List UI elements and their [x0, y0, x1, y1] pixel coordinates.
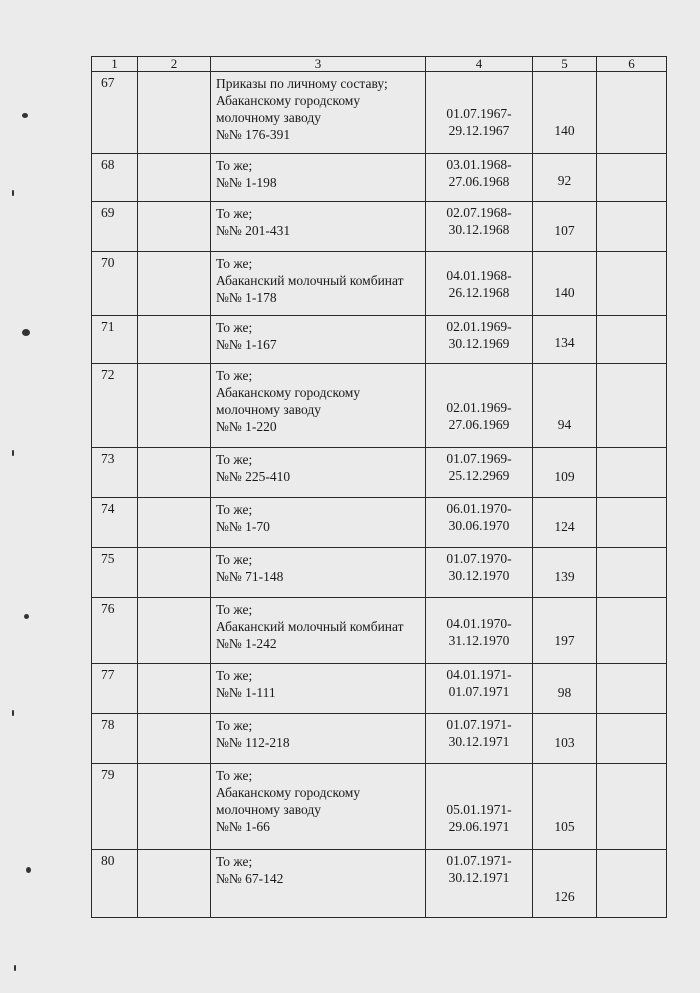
file-title-line: №№ 225-410 — [216, 469, 291, 484]
cell-empty — [138, 850, 211, 918]
file-title-line: Абаканскому городскому — [216, 93, 361, 108]
table-row — [92, 202, 667, 252]
file-title-line: То же; — [216, 320, 253, 335]
sheet-count: 140 — [533, 72, 597, 154]
row-number: 74 — [92, 498, 138, 548]
date-line: 27.06.1969 — [448, 417, 510, 432]
cell-empty — [138, 316, 211, 364]
file-title — [211, 764, 426, 850]
date-range — [426, 316, 533, 364]
file-title-line: То же; — [216, 552, 253, 567]
file-title-line: №№ 112-218 — [216, 735, 290, 750]
table-row — [92, 316, 667, 364]
file-title-line: №№ 1-220 — [216, 419, 277, 434]
row-number: 76 — [92, 598, 138, 664]
file-title-line: То же; — [216, 602, 253, 617]
sheet-count: 139 — [533, 548, 597, 598]
file-title-line: Абаканскому городскому — [216, 385, 361, 400]
row-number: 75 — [92, 548, 138, 598]
row-number: 72 — [92, 364, 138, 448]
table-row — [92, 850, 667, 918]
date-range — [426, 548, 533, 598]
file-title-line: №№ 1-167 — [216, 337, 277, 352]
table-row — [92, 448, 667, 498]
date-range — [426, 664, 533, 714]
date-line: 02.01.1969- — [446, 400, 512, 415]
row-number: 67 — [92, 72, 138, 154]
file-title-line: №№ 1-66 — [216, 819, 270, 834]
date-line: 01.07.1967- — [446, 106, 512, 121]
date-line: 30.12.1968 — [448, 222, 510, 237]
scan-mark — [12, 450, 14, 456]
file-title-line: №№ 1-242 — [216, 636, 277, 651]
file-title-line: №№ 67-142 — [216, 871, 284, 886]
file-title-line: №№ 1-111 — [216, 685, 276, 700]
table-row — [92, 664, 667, 714]
date-line: 29.06.1971 — [448, 819, 510, 834]
file-title-line: №№ 71-148 — [216, 569, 284, 584]
sheet-count: 107 — [533, 202, 597, 252]
table-row — [92, 714, 667, 764]
date-line: 31.12.1970 — [448, 633, 510, 648]
row-number: 77 — [92, 664, 138, 714]
file-title-line: №№ 1-70 — [216, 519, 270, 534]
date-line: 01.07.1971- — [446, 717, 512, 732]
column-header: 3 — [211, 57, 426, 72]
sheet-count: 126 — [533, 850, 597, 918]
date-range — [426, 252, 533, 316]
date-range — [426, 850, 533, 918]
cell-empty — [138, 548, 211, 598]
row-number: 73 — [92, 448, 138, 498]
cell-empty — [138, 764, 211, 850]
row-number: 71 — [92, 316, 138, 364]
row-number: 69 — [92, 202, 138, 252]
cell-empty — [597, 202, 667, 252]
column-header: 4 — [426, 57, 533, 72]
date-line: 30.12.1971 — [448, 870, 510, 885]
date-line: 30.12.1969 — [448, 336, 510, 351]
column-number-row — [92, 57, 667, 72]
date-line: 30.06.1970 — [448, 518, 510, 533]
file-title-line: То же; — [216, 158, 253, 173]
file-title-line: То же; — [216, 718, 253, 733]
cell-empty — [597, 664, 667, 714]
cell-empty — [597, 498, 667, 548]
file-title-line: То же; — [216, 206, 253, 221]
sheet-count: 103 — [533, 714, 597, 764]
cell-empty — [597, 252, 667, 316]
cell-empty — [138, 252, 211, 316]
date-line: 04.01.1971- — [446, 667, 512, 682]
cell-empty — [597, 72, 667, 154]
date-range — [426, 72, 533, 154]
date-line: 01.07.1971 — [448, 684, 510, 699]
date-line: 01.07.1970- — [446, 551, 512, 566]
file-title-line: молочному заводу — [216, 402, 322, 417]
row-number: 79 — [92, 764, 138, 850]
table-row — [92, 548, 667, 598]
file-title-line: №№ 1-198 — [216, 175, 277, 190]
scan-mark — [12, 710, 14, 716]
sheet-count: 109 — [533, 448, 597, 498]
cell-empty — [138, 72, 211, 154]
cell-empty — [597, 154, 667, 202]
cell-empty — [138, 664, 211, 714]
sheet-count: 98 — [533, 664, 597, 714]
date-line: 02.01.1969- — [446, 319, 512, 334]
row-number: 70 — [92, 252, 138, 316]
file-title-line: №№ 201-431 — [216, 223, 291, 238]
sheet-count: 140 — [533, 252, 597, 316]
file-title-line: То же; — [216, 854, 253, 869]
cell-empty — [597, 316, 667, 364]
file-title-line: То же; — [216, 452, 253, 467]
file-title — [211, 664, 426, 714]
table-row — [92, 364, 667, 448]
file-title — [211, 252, 426, 316]
archive-inventory-table — [91, 56, 667, 918]
date-line: 27.06.1968 — [448, 174, 510, 189]
file-title — [211, 498, 426, 548]
file-title — [211, 448, 426, 498]
cell-empty — [597, 714, 667, 764]
file-title — [211, 364, 426, 448]
sheet-count: 92 — [533, 154, 597, 202]
date-range — [426, 202, 533, 252]
date-line: 01.07.1969- — [446, 451, 512, 466]
file-title — [211, 72, 426, 154]
scan-mark — [12, 190, 14, 196]
cell-empty — [138, 598, 211, 664]
date-line: 04.01.1968- — [446, 268, 512, 283]
table-row — [92, 598, 667, 664]
file-title-line: молочному заводу — [216, 802, 322, 817]
table-row — [92, 498, 667, 548]
file-title-line: №№ 1-178 — [216, 290, 277, 305]
column-header: 2 — [138, 57, 211, 72]
file-title-line: То же; — [216, 256, 253, 271]
file-title-line: молочному заводу — [216, 110, 322, 125]
date-range — [426, 764, 533, 850]
sheet-count: 134 — [533, 316, 597, 364]
table-row — [92, 764, 667, 850]
cell-empty — [138, 202, 211, 252]
sheet-count: 124 — [533, 498, 597, 548]
file-title — [211, 598, 426, 664]
row-number: 68 — [92, 154, 138, 202]
date-range — [426, 364, 533, 448]
date-line: 01.07.1971- — [446, 853, 512, 868]
file-title-line: №№ 176-391 — [216, 127, 291, 142]
date-range — [426, 714, 533, 764]
date-range — [426, 498, 533, 548]
file-title — [211, 154, 426, 202]
date-line: 05.01.1971- — [446, 802, 512, 817]
cell-empty — [597, 364, 667, 448]
scan-mark — [26, 867, 31, 873]
file-title — [211, 850, 426, 918]
file-title — [211, 714, 426, 764]
date-line: 06.01.1970- — [446, 501, 512, 516]
file-title-line: То же; — [216, 368, 253, 383]
date-line: 02.07.1968- — [446, 205, 512, 220]
date-line: 29.12.1967 — [448, 123, 510, 138]
sheet-count: 197 — [533, 598, 597, 664]
date-range — [426, 448, 533, 498]
cell-empty — [597, 548, 667, 598]
cell-empty — [597, 850, 667, 918]
date-line: 03.01.1968- — [446, 157, 512, 172]
file-title-line: Приказы по личному составу; — [216, 76, 388, 91]
date-range — [426, 598, 533, 664]
cell-empty — [597, 448, 667, 498]
column-header: 6 — [597, 57, 667, 72]
file-title — [211, 316, 426, 364]
date-line: 26.12.1968 — [448, 285, 510, 300]
cell-empty — [138, 154, 211, 202]
table-row — [92, 252, 667, 316]
sheet-count: 105 — [533, 764, 597, 850]
file-title-line: То же; — [216, 668, 253, 683]
file-title-line: Абаканскому городскому — [216, 785, 361, 800]
file-title-line: Абаканский молочный комбинат — [216, 619, 404, 634]
cell-empty — [597, 598, 667, 664]
column-header: 1 — [92, 57, 138, 72]
scan-mark — [22, 329, 30, 336]
file-title — [211, 202, 426, 252]
scan-mark — [22, 113, 28, 118]
scan-mark — [14, 965, 16, 971]
date-line: 04.01.1970- — [446, 616, 512, 631]
file-title — [211, 548, 426, 598]
cell-empty — [597, 764, 667, 850]
cell-empty — [138, 714, 211, 764]
date-line: 30.12.1971 — [448, 734, 510, 749]
scan-mark — [24, 614, 29, 619]
cell-empty — [138, 364, 211, 448]
row-number: 80 — [92, 850, 138, 918]
cell-empty — [138, 498, 211, 548]
file-title-line: То же; — [216, 768, 253, 783]
file-title-line: Абаканский молочный комбинат — [216, 273, 404, 288]
date-line: 30.12.1970 — [448, 568, 510, 583]
table-row — [92, 154, 667, 202]
file-title-line: То же; — [216, 502, 253, 517]
table-row — [92, 72, 667, 154]
cell-empty — [138, 448, 211, 498]
column-header: 5 — [533, 57, 597, 72]
row-number: 78 — [92, 714, 138, 764]
sheet-count: 94 — [533, 364, 597, 448]
date-line: 25.12.2969 — [448, 468, 510, 483]
date-range — [426, 154, 533, 202]
